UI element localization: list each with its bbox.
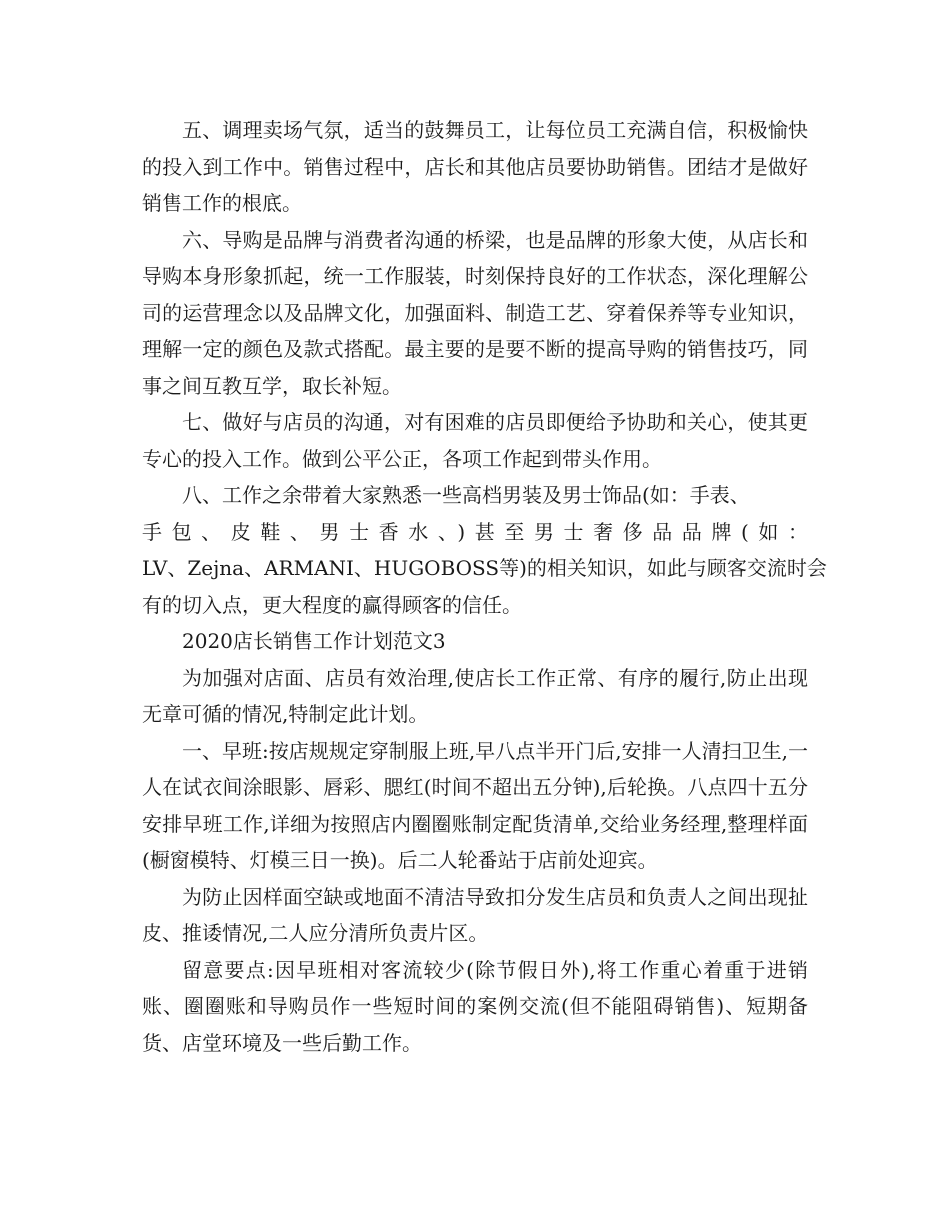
section-paragraph-morning-shift: 一、早班:按店规规定穿制服上班,早八点半开门后,安排一人清扫卫生,一人在试衣间涂眼影、唇彩、腮红(时间不超出五分钟),后轮换。八点四十五分安排早班工作,详细为按照店内圈圈账制定配货清单,交给业务经理,整理样面(橱窗模特、灯模三日一换)。后二人轮番站于店前处迎宾。 (142, 738, 808, 872)
document-body (142, 112, 827, 1061)
paragraph-five: 五、调理卖场气氛，适当的鼓舞员工，让每位员工充满自信，积极愉快的投入到工作中。销售过程中，店长和其他店员要协助销售。团结才是做好销售工作的根底。 (142, 118, 808, 215)
section-paragraph-prevention: 为防止因样面空缺或地面不清洁导致扣分发生店员和负责人之间出现扯皮、推诿情况,二人应分清所负责片区。 (142, 884, 808, 945)
paragraph-six: 六、导购是品牌与消费者沟通的桥梁，也是品牌的形象大使，从店长和导购本身形象抓起，统一工作服装，时刻保持良好的工作状态，深化理解公司的运营理念以及品牌文化，加强面料、制造工艺、穿着保养等专业知识，理解一定的颜色及款式搭配。最主要的是要不断的提高导购的销售技巧，同事之间互教互学，取长补短。 (142, 227, 808, 398)
paragraph-eight-line-2: 手包、皮鞋、男士香水、)甚至男士奢侈品品牌(如： (142, 519, 808, 544)
paragraph-eight-line-3: LV、Zejna、ARMANI、HUGOBOSS等)的相关知识，如此与顾客交流时会 (142, 556, 827, 580)
paragraph-eight-line-4: 有的切入点，更大程度的赢得顾客的信任。 (142, 592, 522, 617)
section-paragraph-notes: 留意要点:因早班相对客流较少(除节假日外),将工作重心着重于进销账、圈圈账和导购员作一些短时间的案例交流(但不能阻碍销售)、短期备货、店堂环境及一些后勤工作。 (142, 957, 808, 1055)
paragraph-seven: 七、做好与店员的沟通，对有困难的店员即便给予协助和关心，使其更专心的投入工作。做到公平公正，各项工作起到带头作用。 (142, 410, 808, 471)
section-title: 2020店长销售工作计划范文3 (182, 629, 446, 653)
paragraph-eight-line-1: 八、工作之余带着大家熟悉一些高档男装及男士饰品(如：手表、 (182, 483, 750, 507)
section-paragraph-intro: 为加强对店面、店员有效治理,使店长工作正常、有序的履行,防止出现无章可循的情况,特制定此计划。 (142, 665, 808, 726)
paragraph-eight (142, 477, 827, 623)
